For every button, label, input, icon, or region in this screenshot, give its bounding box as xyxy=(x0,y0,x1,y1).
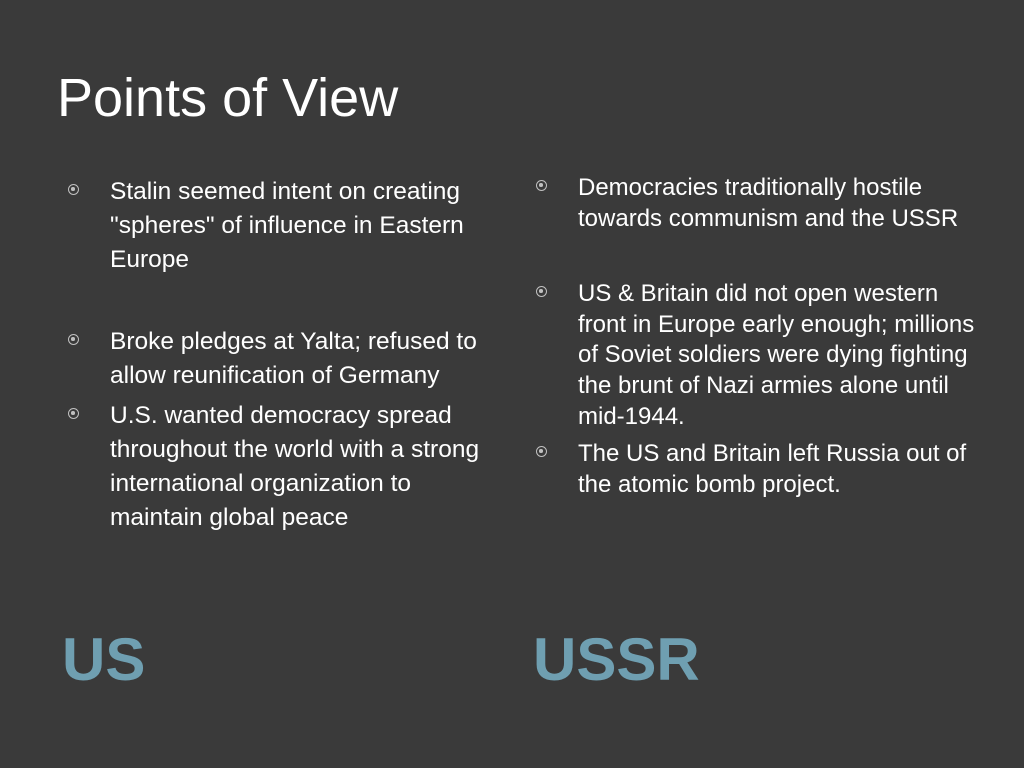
slide-title: Points of View xyxy=(57,68,399,128)
bullet-text: U.S. wanted democracy spread throughout the world with a strong international organization to maintain global peace xyxy=(110,402,480,531)
bullet-item xyxy=(536,173,976,234)
bullet-item xyxy=(536,279,976,432)
circle-dot-bullet-icon xyxy=(536,180,547,191)
circle-dot-bullet-icon xyxy=(536,446,547,457)
bullet-item xyxy=(536,439,976,500)
bullet-text: Broke pledges at Yalta; refused to allow reunification of Germany xyxy=(110,328,477,389)
circle-dot-bullet-icon xyxy=(68,184,79,195)
bullet-item xyxy=(68,399,508,535)
bullet-text: Democracies traditionally hostile towards communism and the USSR xyxy=(578,174,959,232)
left-bullet-list xyxy=(68,175,508,535)
circle-dot-bullet-icon xyxy=(536,286,547,297)
us-column-label: US xyxy=(62,626,146,693)
ussr-column-label: USSR xyxy=(533,626,700,693)
circle-dot-bullet-icon xyxy=(68,408,79,419)
bullet-item xyxy=(68,175,508,277)
circle-dot-bullet-icon xyxy=(68,334,79,345)
right-bullet-list xyxy=(536,173,976,500)
bullet-text: Stalin seemed intent on creating "spheres" of influence in Eastern Europe xyxy=(110,178,464,273)
bullet-text: US & Britain did not open western front in Europe early enough; millions of Soviet soldiers were dying fighting the brunt of Nazi armies alone until mid-1944. xyxy=(578,280,975,430)
bullet-item xyxy=(68,325,508,393)
bullet-text: The US and Britain left Russia out of the atomic bomb project. xyxy=(578,440,967,498)
